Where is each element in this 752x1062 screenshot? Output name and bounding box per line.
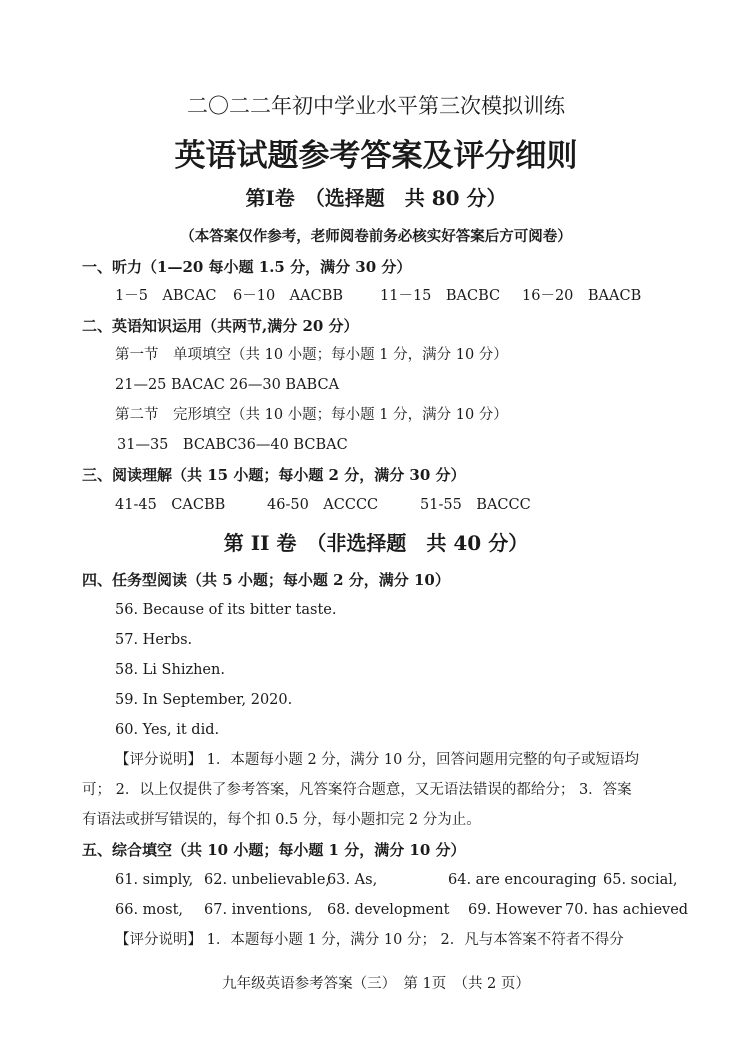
sec5-answer: 61. simply, xyxy=(115,872,194,888)
sec4-scoring-line: 【评分说明】 1．本题每小题 2 分，满分 10 分，回答问题用完整的句子或短语均 xyxy=(115,752,639,768)
part1-title: 第Ⅰ卷 （选择题 共 80 分） xyxy=(245,186,507,210)
section2-heading: 二、英语知识运用（共两节,满分 20 分） xyxy=(82,317,359,335)
sec4-scoring-line: 有语法或拼写错误的，每个扣 0.5 分，每小题扣完 2 分为止。 xyxy=(82,812,481,828)
sec5-answer: 70. has achieved xyxy=(565,902,689,918)
sec2-part1-answers: 21—25 BACAC 26—30 BABCA xyxy=(115,377,340,393)
part2-title: 第 II 卷 （非选择题 共 40 分） xyxy=(223,531,529,555)
sec5-answer: 64. are encouraging xyxy=(448,872,597,888)
sec5-answer: 65. social, xyxy=(603,872,678,888)
sec3-answer: 46-50 ACCCC xyxy=(267,497,379,513)
sec5-answer: 63. As, xyxy=(327,872,378,888)
sec3-answer: 51-55 BACCC xyxy=(420,497,531,513)
sec4-answer: 60. Yes, it did. xyxy=(115,722,220,738)
sec2-part2-answers: 31—35 BCABC36—40 BCBAC xyxy=(117,437,348,453)
sec5-answer: 68. development xyxy=(327,902,450,918)
sec4-scoring-line: 可； 2．以上仅提供了参考答案，凡答案符合题意，又无语法错误的都给分； 3．答案 xyxy=(82,782,632,798)
section1-heading: 一、听力（1—20 每小题 1.5 分，满分 30 分） xyxy=(82,258,412,276)
sec4-answer: 59. In September, 2020. xyxy=(115,692,293,708)
section3-heading: 三、阅读理解（共 15 小题；每小题 2 分，满分 30 分） xyxy=(82,466,466,484)
sec1-answer: 11－15 BACBC xyxy=(380,288,501,304)
sec1-answer: 16－20 BAACB xyxy=(522,288,642,304)
sec3-answer: 41-45 CACBB xyxy=(115,497,226,513)
sec4-answer: 56. Because of its bitter taste. xyxy=(115,602,337,618)
sec1-answer: 6－10 AACBB xyxy=(233,288,344,304)
document-subtitle: 二〇二二年初中学业水平第三次模拟训练 xyxy=(187,94,565,118)
sec2-part1-label: 第一节 单项填空（共 10 小题；每小题 1 分，满分 10 分） xyxy=(115,347,508,363)
sec5-answer: 69. However xyxy=(468,902,562,918)
section4-heading: 四、任务型阅读（共 5 小题；每小题 2 分，满分 10） xyxy=(82,571,450,589)
sec5-scoring: 【评分说明】 1．本题每小题 1 分，满分 10 分； 2．凡与本答案不符者不得分 xyxy=(115,932,624,948)
document-title: 英语试题参考答案及评分细则 xyxy=(174,138,578,174)
sec1-answer: 1－5 ABCAC xyxy=(115,288,217,304)
sec5-answer: 66. most, xyxy=(115,902,184,918)
page-footer: 九年级英语参考答案（三） 第 1页 （共 2 页） xyxy=(222,976,530,992)
note-text: （本答案仅作参考，老师阅卷前务必核实好答案后方可阅卷） xyxy=(180,228,572,245)
sec5-answer: 62. unbelievable, xyxy=(204,872,331,888)
sec5-answer: 67. inventions, xyxy=(204,902,313,918)
sec2-part2-label: 第二节 完形填空（共 10 小题；每小题 1 分，满分 10 分） xyxy=(115,407,508,423)
section5-heading: 五、综合填空（共 10 小题；每小题 1 分，满分 10 分） xyxy=(82,841,466,859)
sec4-answer: 57. Herbs. xyxy=(115,632,193,648)
sec4-answer: 58. Li Shizhen. xyxy=(115,662,225,678)
